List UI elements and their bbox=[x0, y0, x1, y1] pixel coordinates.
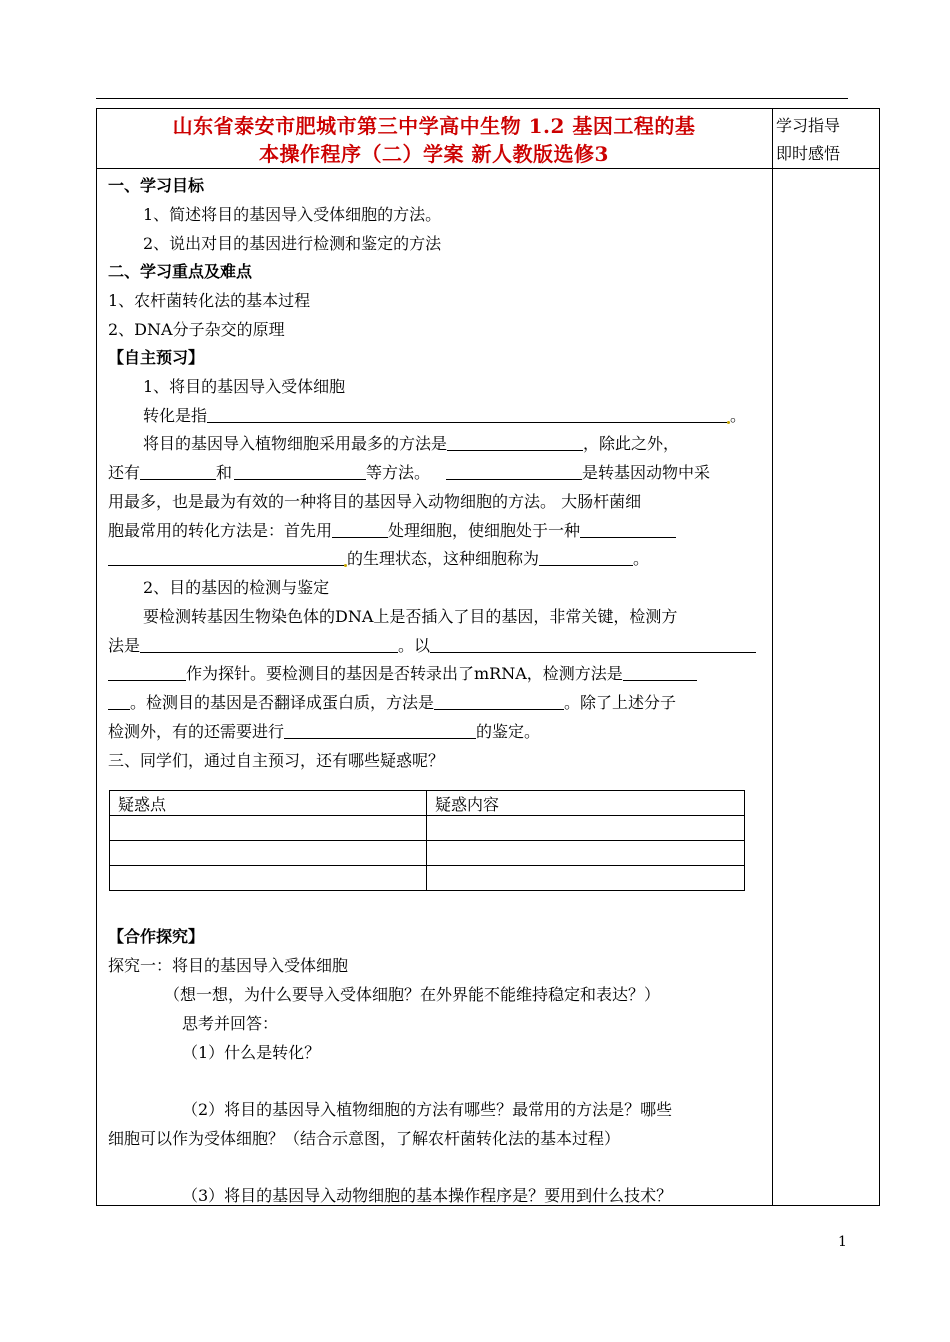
preview-line-10 bbox=[108, 690, 676, 713]
questions-prompt: 三、同学们，通过自主预习，还有哪些疑惑呢？ bbox=[108, 751, 445, 770]
table-row bbox=[110, 841, 745, 866]
preview-line-8 bbox=[108, 633, 756, 656]
preview-heading: 【自主预习】 bbox=[108, 348, 205, 367]
table-cell[interactable] bbox=[427, 816, 745, 841]
blank-line[interactable] bbox=[580, 522, 676, 538]
table-cell[interactable] bbox=[110, 816, 427, 841]
blank-line[interactable] bbox=[234, 464, 366, 480]
table-header-content: 疑惑内容 bbox=[427, 791, 745, 816]
blank-line[interactable] bbox=[207, 405, 727, 423]
table-cell[interactable] bbox=[427, 866, 745, 891]
table-cell[interactable] bbox=[427, 841, 745, 866]
table-row bbox=[110, 866, 745, 891]
preview-text: 胞最常用的转化方法是：首先用 bbox=[108, 521, 333, 540]
preview-text: 检测外，有的还需要进行 bbox=[108, 722, 285, 741]
explore-question-2a: （2）将目的基因导入植物细胞的方法有哪些？最常用的方法是？哪些 bbox=[182, 1100, 673, 1119]
blank-line[interactable] bbox=[284, 723, 476, 739]
header-divider bbox=[96, 168, 880, 169]
blank-line[interactable] bbox=[140, 464, 216, 480]
title-line-2: 本操作程序（二）学案 新人教版选修3 bbox=[259, 142, 609, 166]
side-column-header bbox=[776, 112, 876, 168]
preview-text: 将目的基因导入植物细胞采用最多的方法是 bbox=[143, 434, 448, 453]
document-title bbox=[100, 112, 768, 168]
explore-question-2b: 细胞可以作为受体细胞？（结合示意图，了解农杆菌转化法的基本过程） bbox=[108, 1129, 621, 1148]
preview-line-2 bbox=[143, 431, 679, 454]
preview-line-1 bbox=[143, 403, 746, 426]
preview-section-2: 2、目的基因的检测与鉴定 bbox=[143, 578, 330, 597]
explore-think: （想一想，为什么要导入受体细胞？在外界能不能维持稳定和表达？） bbox=[164, 985, 661, 1004]
title-line-1: 山东省泰安市肥城市第三中学高中生物 1.2 基因工程的基 bbox=[172, 114, 696, 138]
keypoint-2: 2、DNA分子杂交的原理 bbox=[108, 320, 285, 339]
objective-2: 2、说出对目的基因进行检测和鉴定的方法 bbox=[143, 234, 442, 253]
blank-line[interactable] bbox=[446, 464, 582, 480]
preview-text: 。 bbox=[730, 406, 747, 425]
objectives-heading: 一、学习目标 bbox=[108, 176, 205, 195]
explore-topic-1: 探究一：将目的基因导入受体细胞 bbox=[108, 956, 349, 975]
preview-text: 。以 bbox=[398, 636, 431, 655]
blank-line[interactable] bbox=[430, 637, 756, 653]
preview-text: 法是 bbox=[108, 636, 141, 655]
explore-question-3: （3）将目的基因导入动物细胞的基本操作程序是？要用到什么技术？ bbox=[182, 1186, 673, 1205]
preview-line-9 bbox=[108, 661, 697, 684]
side-header-line-1: 学习指导 bbox=[776, 116, 841, 135]
page-number: 1 bbox=[838, 1234, 847, 1250]
keypoints-heading: 二、学习重点及难点 bbox=[108, 262, 253, 281]
preview-line-11 bbox=[108, 719, 540, 742]
preview-text: 。 bbox=[633, 549, 650, 568]
table-cell[interactable] bbox=[110, 841, 427, 866]
header-rule bbox=[96, 98, 848, 99]
preview-text: 是转基因动物中采 bbox=[582, 463, 711, 482]
preview-text: 和 bbox=[216, 463, 233, 482]
preview-line-7: 要检测转基因生物染色体的DNA上是否插入了目的基因，非常关键，检测方 bbox=[143, 607, 678, 626]
blank-line[interactable] bbox=[447, 435, 583, 451]
preview-text: 还有 bbox=[108, 463, 141, 482]
preview-text: 处理细胞，使细胞处于一种 bbox=[388, 521, 581, 540]
table-cell[interactable] bbox=[110, 866, 427, 891]
preview-line-6 bbox=[108, 546, 649, 569]
preview-line-4: 用最多，也是最为有效的一种将目的基因导入动物细胞的方法。 大肠杆菌细 bbox=[108, 492, 642, 511]
preview-text: ，除此之外， bbox=[583, 434, 680, 453]
preview-text: 的鉴定。 bbox=[476, 722, 541, 741]
explore-question-1: （1）什么是转化？ bbox=[182, 1043, 321, 1062]
preview-text: 等方法。 bbox=[366, 463, 431, 482]
table-row bbox=[110, 816, 745, 841]
blank-line[interactable] bbox=[108, 550, 344, 566]
explore-answer: 思考并回答： bbox=[182, 1014, 279, 1033]
blank-line[interactable] bbox=[108, 694, 130, 710]
blank-line[interactable] bbox=[108, 665, 186, 681]
blank-line[interactable] bbox=[434, 694, 564, 710]
preview-text: 。检测目的基因是否翻译成蛋白质，方法是 bbox=[130, 693, 435, 712]
preview-text: 的生理状态，这种细胞称为 bbox=[347, 549, 540, 568]
preview-text: 。除了上述分子 bbox=[564, 693, 677, 712]
blank-line[interactable] bbox=[539, 550, 633, 566]
preview-text: 转化是指 bbox=[143, 406, 208, 425]
column-divider bbox=[772, 108, 773, 1206]
preview-text: 作为探针。要检测目的基因是否转录出了mRNA，检测方法是 bbox=[186, 664, 623, 683]
table-row bbox=[110, 791, 745, 816]
blank-line[interactable] bbox=[332, 522, 388, 538]
explore-heading: 【合作探究】 bbox=[108, 927, 205, 946]
preview-line-3 bbox=[108, 460, 710, 483]
side-header-line-2: 即时感悟 bbox=[776, 144, 841, 163]
table-header-doubt: 疑惑点 bbox=[110, 791, 427, 816]
objective-1: 1、简述将目的基因导入受体细胞的方法。 bbox=[143, 205, 442, 224]
keypoint-1: 1、农杆菌转化法的基本过程 bbox=[108, 291, 311, 310]
blank-line[interactable] bbox=[623, 665, 697, 681]
preview-line-5 bbox=[108, 518, 676, 541]
blank-line[interactable] bbox=[140, 635, 398, 653]
questions-table bbox=[109, 790, 745, 891]
preview-section-1: 1、将目的基因导入受体细胞 bbox=[143, 377, 346, 396]
